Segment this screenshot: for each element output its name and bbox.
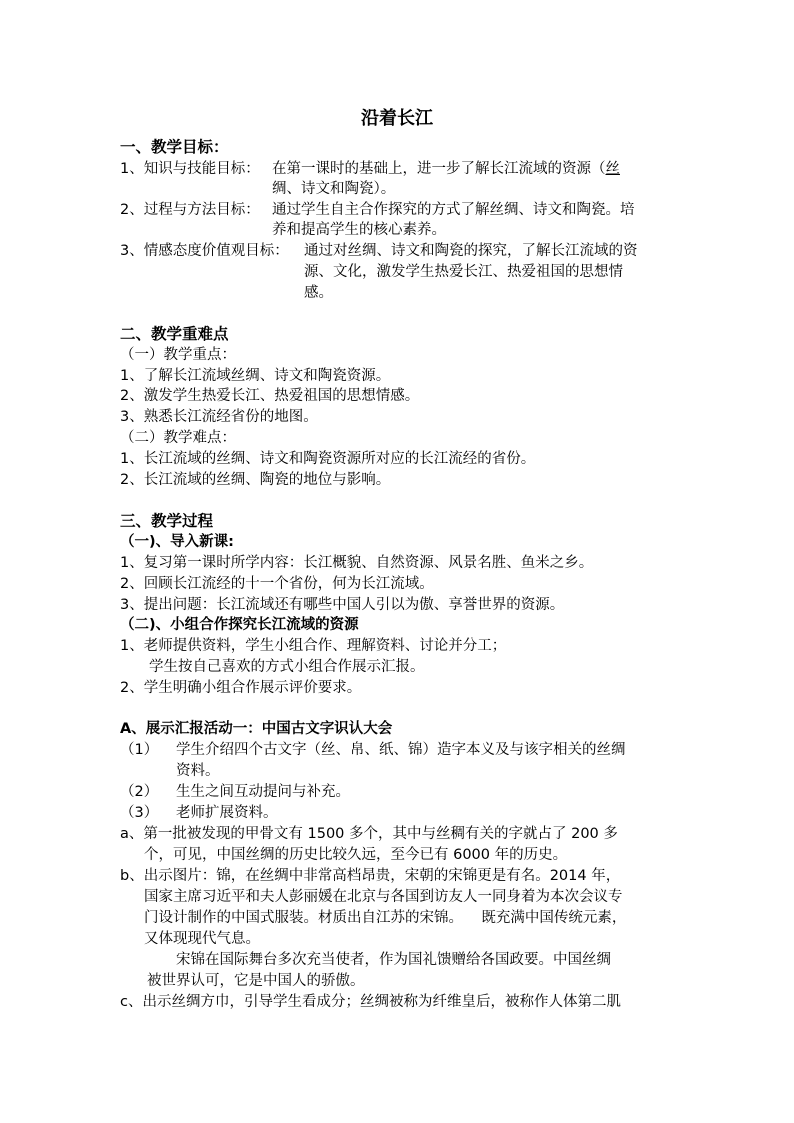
goal-2-label: 2、过程与方法目标： [120, 202, 260, 218]
activity-a-heading: A、展示汇报活动一：中国古文字识认大会 [120, 721, 393, 737]
group-item-2: 2、学生明确小组合作展示评价要求。 [120, 680, 362, 696]
key-point-3: 3、熟悉长江流经省份的地图。 [120, 409, 318, 425]
goal-3-text: 通过对丝绸、诗文和陶瓷的探究，了解长江流域的资 [304, 243, 638, 259]
subheading-key-points: （一）教学重点： [120, 347, 236, 363]
goal-1-label: 1、知识与技能目标： [120, 161, 260, 177]
activity-step-2-text: 生生之间互动提问与补充。 [176, 784, 350, 800]
activity-step-3-text: 老师扩展资料。 [176, 805, 278, 821]
goal-1-text-underlined: 丝 [605, 161, 620, 177]
goal-3-text-cont2: 感。 [304, 285, 333, 301]
activity-step-1-num: （1） [120, 742, 159, 758]
point-b-line-1: b、出示图片：锦，在丝绸中非常高档昂贵，宋朝的宋锦更是有名。2014 年， [120, 868, 621, 884]
key-point-2: 2、激发学生热爱长江、热爱祖国的思想情感。 [120, 388, 420, 404]
key-point-1: 1、了解长江流域丝绸、诗文和陶瓷资源。 [120, 368, 391, 384]
goal-1-text [272, 160, 620, 179]
goal-3-label: 3、情感态度价值观目标： [120, 243, 289, 259]
goal-3-text-cont: 源、文化，激发学生热爱长江、热爱祖国的思想情 [304, 264, 623, 280]
subheading-group-explore: （二)、小组合作探究长江流域的资源 [120, 617, 359, 633]
goal-2-text-cont: 养和提高学生的核心素养。 [272, 222, 446, 238]
intro-item-3: 3、提出问题：长江流域还有哪些中国人引以为傲、享誉世界的资源。 [120, 597, 565, 613]
section-heading-key-difficult-points: 二、教学重难点 [120, 325, 229, 343]
subheading-difficult-points: （二）教学难点： [120, 430, 236, 446]
activity-step-2-num: （2） [120, 784, 159, 800]
point-c-line-1: c、出示丝绸方巾，引导学生看成分；丝绸被称为纤维皇后，被称作人体第二肌 [120, 994, 621, 1010]
goal-1-text-part: 在第一课时的基础上，进一步了解长江流域的资源（ [272, 161, 606, 177]
point-b-line-5: 宋锦在国际舞台多次充当使者，作为国礼馈赠给各国政要。中国丝绸 [176, 952, 611, 968]
group-item-1-cont: 学生按自己喜欢的方式小组合作展示汇报。 [149, 659, 425, 675]
goal-2-text: 通过学生自主合作探究的方式了解丝绸、诗文和陶瓷。培 [272, 202, 635, 218]
point-b-line-3: 门设计制作的中国式服装。材质出自江苏的宋锦。 既充满中国传统元素， [144, 910, 627, 926]
point-a-line-2: 个，可见，中国丝绸的历史比较久远，至今已有 6000 年的历史。 [144, 847, 568, 863]
activity-step-3-num: （3） [120, 805, 159, 821]
activity-step-1-text-cont: 资料。 [176, 763, 220, 779]
intro-item-1: 1、复习第一课时所学内容：长江概貌、自然资源、风景名胜、鱼米之乡。 [120, 555, 594, 571]
group-item-1: 1、老师提供资料，学生小组合作、理解资料、讨论并分工； [120, 638, 507, 654]
point-b-line-2: 国家主席习近平和夫人彭丽媛在北京与各国到访友人一同身着为本次会议专 [144, 889, 623, 905]
section-heading-teaching-goals: 一、教学目标： [120, 138, 229, 156]
document-title: 沿着长江 [361, 108, 433, 129]
section-heading-teaching-process: 三、教学过程 [120, 512, 214, 530]
goal-1-text-cont: 绸、诗文和陶瓷）。 [272, 181, 396, 197]
point-a-line-1: a、第一批被发现的甲骨文有 1500 多个，其中与丝稠有关的字就占了 200 多 [120, 826, 618, 842]
intro-item-2: 2、回顾长江流经的十一个省份，何为长江流域。 [120, 576, 434, 592]
difficult-point-1: 1、长江流域的丝绸、诗文和陶瓷资源所对应的长江流经的省份。 [120, 451, 536, 467]
subheading-intro: （一)、导入新课: [120, 534, 234, 550]
point-b-line-6: 被世界认可，它是中国人的骄傲。 [147, 973, 365, 989]
point-b-line-4: 又体现现代气息。 [144, 931, 260, 947]
activity-step-1-text: 学生介绍四个古文字（丝、帛、纸、锦）造字本义及与该字相关的丝绸 [176, 742, 626, 758]
difficult-point-2: 2、长江流域的丝绸、陶瓷的地位与影响。 [120, 472, 391, 488]
